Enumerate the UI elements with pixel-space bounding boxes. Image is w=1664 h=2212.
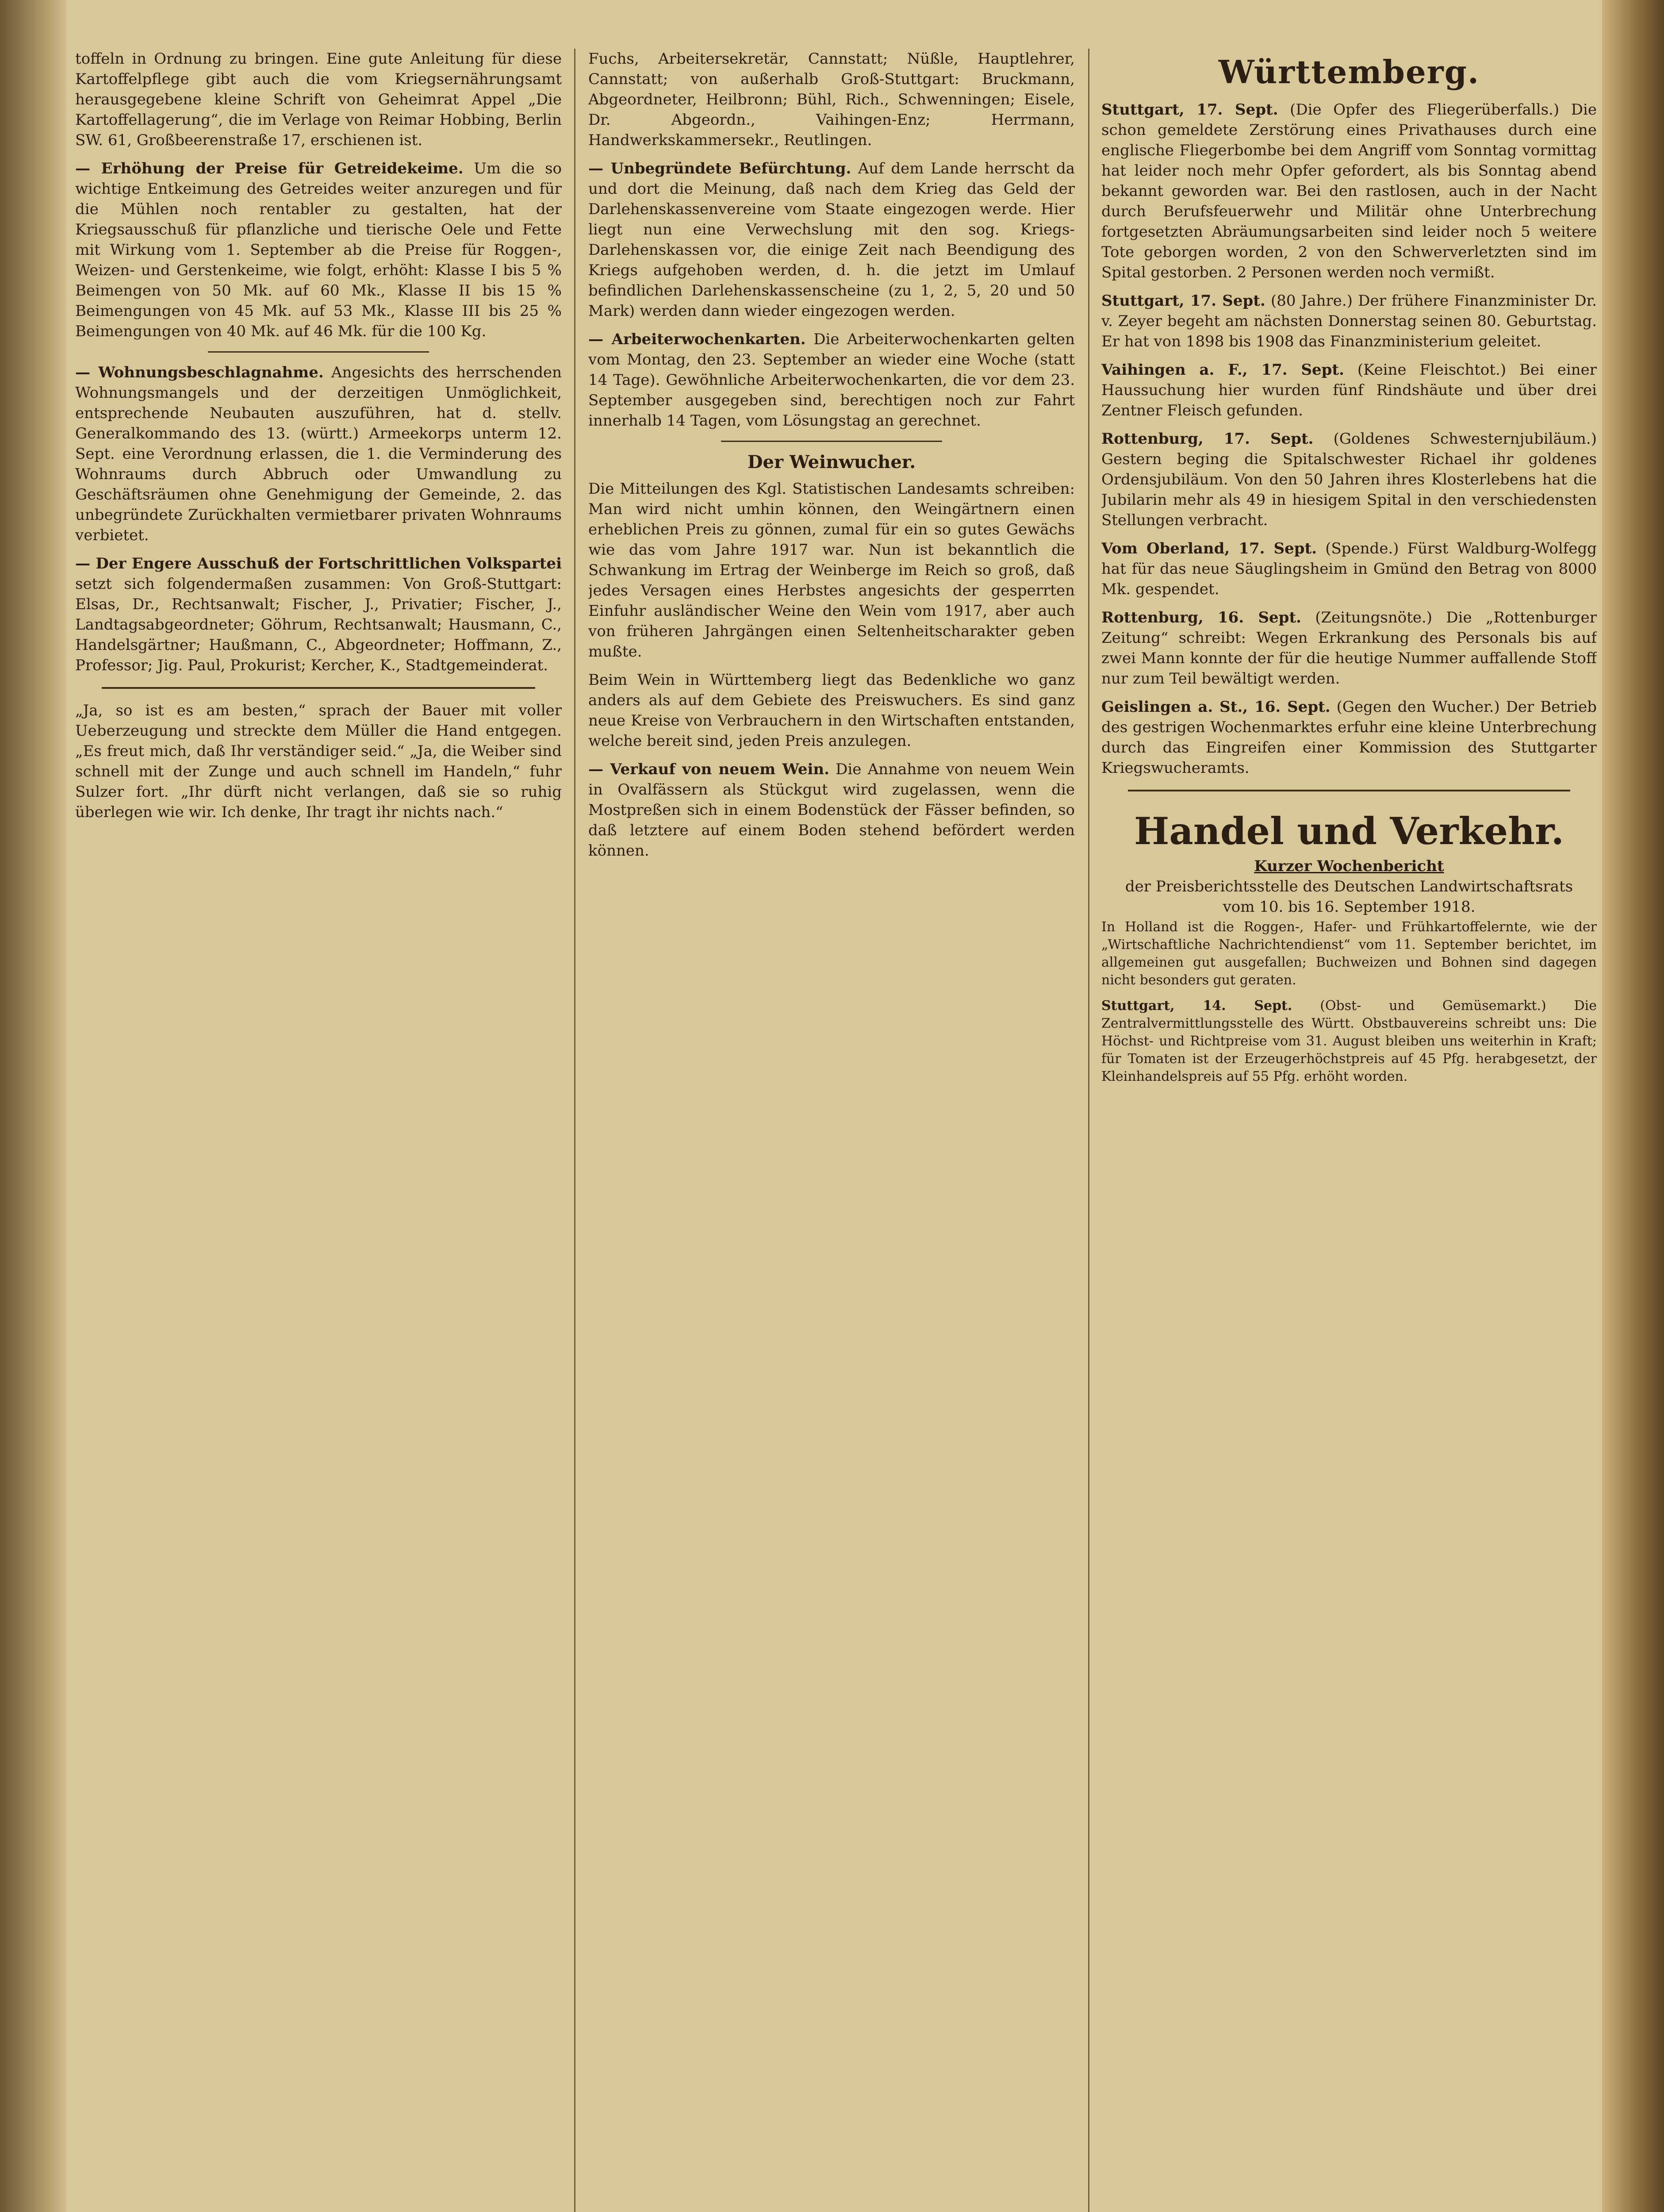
dateline: Rottenburg, 16. Sept. [1101, 609, 1301, 626]
article-body: Angesichts des herrschenden Wohnungsmangels und der derzeitigen Unmöglichkeit, entsprechende Neubauten auszuführen, hat d. stellv. Generalkommando des 13. (württ.) Armeekorps unterm 12. Sept. eine Verordnung erlassen, die 1. die Verminderung des Wohnraums durch Abbruch oder Umwandlung zu Geschäftsräumen ohne Genehmigung der Gemeinde, 2. das unbegründete Zurückhalten vermietbarer privaten Wohnraums verbietet. [75, 364, 562, 544]
article-body: setzt sich folgendermaßen zusammen: Von Groß-Stuttgart: Elsas, Dr., Rechtsanwalt; Fischer, J., Privatier; Fischer, J., Landtagsabgeordneter; Göhrum, Rechtsanwalt; Hausmann, C., Handelsgärtner; Haußmann, C., Abgeordneter; Hoffmann, Z., Professor; Jig. Paul, Prokurist; Kercher, K., Stadtgemeinderat. [75, 575, 562, 674]
dateline: Stuttgart, 17. Sept. [1101, 292, 1265, 310]
dateline-tag: (Obst- und Gemüsemarkt.) [1320, 998, 1546, 1014]
column-1 [75, 49, 562, 2212]
book-spine-left [0, 0, 66, 2212]
article-body: Beim Wein in Württemberg liegt das Bedenkliche wo ganz anders als auf dem Gebiete des Preiswuchers. Es sind ganz neue Kreise von Verbrauchern in den Wirtschaften entstanden, welche bereit sind, jeden Preis anzulegen. [588, 671, 1075, 750]
article-body: Fürst Waldburg-Wolfegg hat für das neue Säuglingsheim in Gmünd den Betrag von 8000 Mk. gespendet. [1101, 540, 1597, 598]
report-dates: vom 10. bis 16. September 1918. [1223, 898, 1476, 916]
article-body: In Holland ist die Roggen-, Hafer- und Frühkartoffelernte, wie der „Wirtschaftliche Nachrichtendienst“ vom 11. September berichtet, im allgemeinen gut ausgefallen; Buchweizen und Bohnen sind dagegen nicht besonders gut geraten. [1101, 919, 1597, 988]
article-body: Gestern beging die Spitalschwester Richael ihr goldenes Ordensjubiläum. Von den 50 Jahren ihres Klosterlebens hat die Jubilarin mehr als 49 in hiesigem Spital in den verschiedensten Stellungen verbracht. [1101, 450, 1597, 529]
article-body: Die Mitteilungen des Kgl. Statistischen Landesamts schreiben: Man wird nicht umhin können, den Weingärtnern einen erheblichen Preis zu gönnen, zumal für ein so gutes Gewächs wie das vom Jahre 1917 war. Nun ist bekanntlich die Schwankung im Ertrag der Weinberge im Reich so groß, daß jedes Versagen eines Herbstes angesichts der gesperrten Einfuhr ausländischer Weine den Wein vom 1917, aber auch von früheren Jahrgängen einen Seltenheitscharakter geben mußte. [588, 480, 1075, 661]
newspaper-page [75, 49, 1597, 2212]
article-heading: — Unbegründete Befürchtung. [588, 160, 851, 177]
article-body: Die „Rottenburger Zeitung“ schreibt: Wegen Erkrankung des Personals bis auf zwei Mann konnte der für die heutige Nummer auffallende Stoff nur zum Teil bewältigt werden. [1101, 609, 1597, 687]
article-body: Die Zentralvermittlungsstelle des Württ. Obstbauvereins schreibt uns: Die Höchst- und Richtpreise vom 31. August bleiben uns weiterhin in Kraft; für Tomaten ist der Erzeugerhöchstpreis auf 45 Pfg. herabgesetzt, der Kleinhandelspreis auf 55 Pfg. erhöht worden. [1101, 998, 1597, 1084]
article-intro: Fuchs, Arbeitersekretär, Cannstatt; Nüßle, Hauptlehrer, Cannstatt; von außerhalb Groß-Stuttgart: Bruckmann, Abgeordneter, Heilbronn; Bühl, Rich., Schwenningen; Eisele, Dr. Abgeordn., Vaihingen-Enz; Herrmann, Handwerkskammersekr., Reutlingen. [588, 50, 1075, 149]
section-title: Handel und Verkehr. [1134, 809, 1564, 853]
dateline-tag: (Zeitungsnöte.) [1315, 609, 1433, 626]
article-body: Um die so wichtige Entkeimung des Getreides weiter anzuregen und für die Mühlen noch rentabler zu gestalten, hat der Kriegsausschuß für pflanzliche und tierische Oele und Fette mit Wirkung vom 1. September ab die Preise für Roggen-, Weizen- und Gerstenkeime, wie folgt, erhöht: Klasse I bis 5 % Beimengen von 50 Mk. auf 60 Mk., Klasse II bis 15 % Beimengungen von 45 Mk. auf 53 Mk., Klasse III bis 25 % Beimengungen von 40 Mk. auf 46 Mk. für die 100 Kg. [75, 160, 562, 340]
book-spine-right [1602, 0, 1664, 2212]
dateline: Rottenburg, 17. Sept. [1101, 430, 1314, 448]
dateline-tag: (Gegen den Wucher.) [1336, 698, 1500, 716]
article-heading: — Verkauf von neuem Wein. [588, 760, 829, 778]
dateline-tag: (Goldenes Schwesternjubiläum.) [1333, 430, 1597, 448]
article-body: Die Annahme von neuem Wein in Ovalfässern als Stückgut wird zugelassen, wenn die Mostpreßen sich in einem Bodenstück der Fässer befinden, so daß letztere auf einem Boden stehend befördert werden können. [588, 760, 1075, 860]
dateline: Stuttgart, 14. Sept. [1101, 998, 1292, 1014]
article-body: Die Arbeiterwochenkarten gelten vom Montag, den 23. September an wieder eine Woche (statt 14 Tage). Gewöhnliche Arbeiterwochenkarten, die vor dem 23. September ausgegeben sind, berechtigen noch zur Fahrt innerhalb 14 Tagen, vom Lösungstag an gerechnet. [588, 330, 1075, 430]
dateline: Vom Oberland, 17. Sept. [1101, 540, 1317, 557]
column-2 [588, 49, 1075, 2212]
article-heading: — Der Engere Ausschuß der Fortschrittlichen Volkspartei [75, 555, 562, 572]
dateline-tag: (80 Jahre.) [1271, 292, 1353, 310]
article-body: Der frühere Finanzminister Dr. v. Zeyer begeht am nächsten Donnerstag seinen 80. Geburtstag. Er hat von 1898 bis 1908 das Finanzministerium geleitet. [1101, 292, 1597, 350]
article-heading: — Arbeiterwochenkarten. [588, 330, 806, 348]
dateline: Geislingen a. St., 16. Sept. [1101, 698, 1330, 716]
report-title: Kurzer Wochenbericht [1254, 857, 1444, 875]
dateline-tag: (Spende.) [1325, 540, 1399, 557]
section-title: Württemberg. [1218, 53, 1480, 91]
serial-story: „Ja, so ist es am besten,“ sprach der Bauer mit voller Ueberzeugung und streckte dem Müller die Hand entgegen. „Es freut mich, daß Ihr verständiger seid.“ „Ja, die Weiber sind schnell mit der Zunge und auch schnell im Handeln,“ fuhr Sulzer fort. „Ihr dürft nicht verlangen, daß sie so ruhig überlegen wie wir. Ich denke, Ihr tragt ihr nichts nach.“ [75, 702, 562, 821]
dateline: Vaihingen a. F., 17. Sept. [1101, 361, 1344, 379]
column-3 [1101, 49, 1597, 2212]
divider [208, 351, 429, 353]
divider [102, 687, 535, 689]
divider [1128, 790, 1570, 791]
section-title: Der Weinwucher. [747, 452, 916, 472]
column-rule [574, 49, 575, 2212]
article-body: Die schon gemeldete Zerstörung eines Privathauses durch eine englische Fliegerbombe bei dem Angriff vom Sonntag vormittag hat leider noch mehr Opfer gefordert, als bis Sonntag abend bekannt geworden war. Bei den rastlosen, auch in der Nacht durch Berufsfeuerwehr und Militär ohne Unterbrechung fortgesetzten Abräumungsarbeiten sind leider noch 5 weitere Tote geborgen worden, 2 von den Schwerverletzten sind im Spital gestorben. 2 Personen werden noch vermißt. [1101, 101, 1597, 281]
article-body: Bei einer Haussuchung hier wurden fünf Rindshäute und über drei Zentner Fleisch gefunden. [1101, 361, 1597, 419]
article-heading: — Erhöhung der Preise für Getreidekeime. [75, 160, 464, 177]
article-body: Auf dem Lande herrscht da und dort die Meinung, daß nach dem Krieg das Geld der Darlehenskassenvereine vom Staate eingezogen werde. Hier liegt nun eine Verwechslung mit den sog. Kriegs-Darlehenskassen vor, die einige Zeit nach Beendigung des Kriegs aufgehoben werden, d. h. die jetzt im Umlauf befindlichen Darlehenskassenscheine (zu 1, 2, 5, 20 und 50 Mark) werden dann wieder eingezogen werden. [588, 160, 1075, 320]
article-body: Der Betrieb des gestrigen Wochenmarktes erfuhr eine kleine Unterbrechung durch das Eingreifen einer Kommission des Stuttgarter Kriegswucheramts. [1101, 698, 1597, 777]
divider [721, 441, 942, 442]
column-rule [1088, 49, 1089, 2212]
article-heading: — Wohnungsbeschlagnahme. [75, 364, 324, 381]
article-intro: toffeln in Ordnung zu bringen. Eine gute Anleitung für diese Kartoffelpflege gibt auch die vom Kriegsernährungsamt herausgegebene kleine Schrift von Geheimrat Appel „Die Kartoffellagerung“, die im Verlage von Reimar Hobbing, Berlin SW. 61, Großbeerenstraße 17, erschienen ist. [75, 50, 562, 149]
report-source: der Preisberichtsstelle des Deutschen Landwirtschaftsrats [1125, 878, 1573, 895]
dateline-tag: (Keine Fleischtot.) [1357, 361, 1507, 379]
dateline: Stuttgart, 17. Sept. [1101, 101, 1278, 119]
dateline-tag: (Die Opfer des Fliegerüberfalls.) [1290, 101, 1560, 119]
